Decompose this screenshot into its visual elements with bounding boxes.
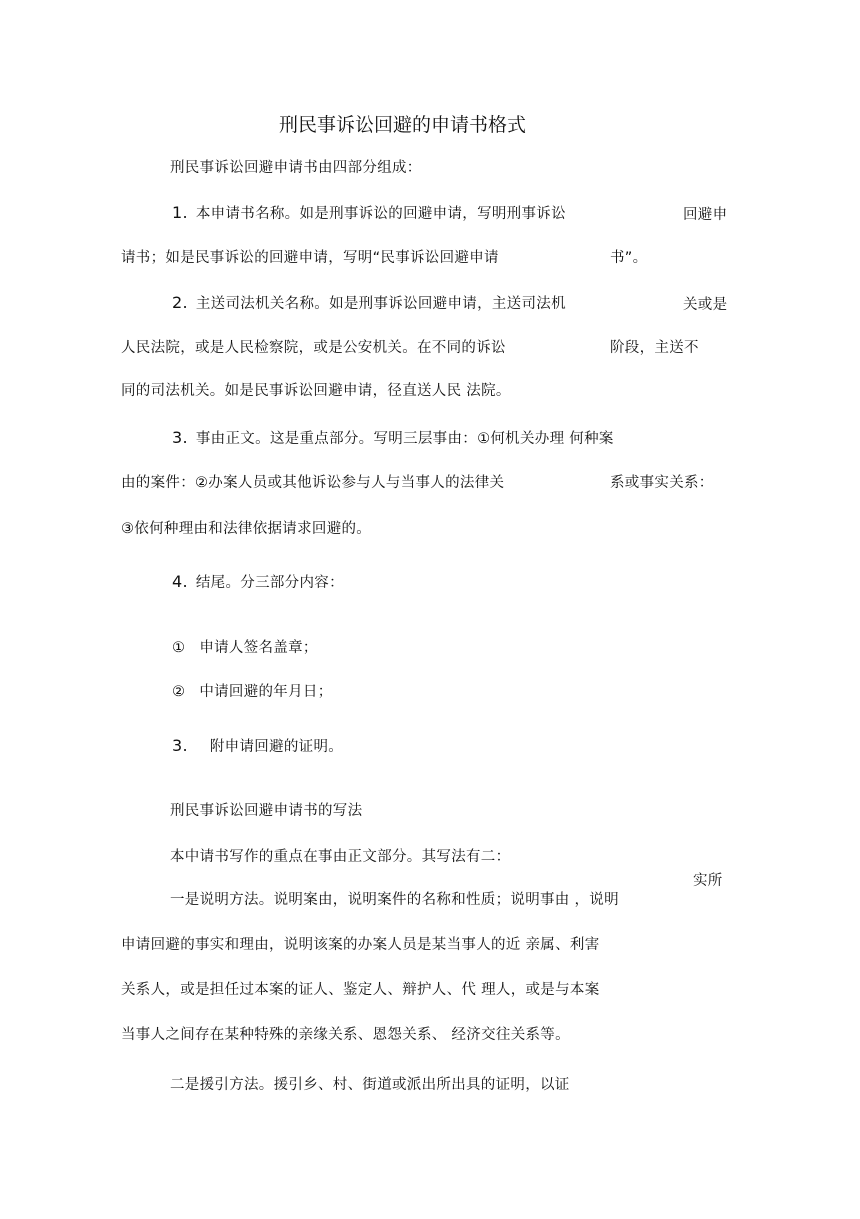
method1-line3: 关系人，或是担任过本案的证人、鉴定人、辩护人、代 理人，或是与本案 (121, 982, 600, 998)
item1-number: 1. (172, 203, 188, 222)
section2-heading: 刑民事诉讼回避申请书的写法 (170, 803, 363, 819)
ending-sub1-text: 申请人签名盖章； (199, 640, 318, 656)
ending-sub3-mark: 3. (172, 736, 188, 755)
item2-line1 (172, 293, 566, 314)
item4-line (172, 572, 344, 593)
item4-text: 结尾。分三部分内容： (195, 575, 344, 591)
ending-sub2-text: 中请回避的年月日； (199, 684, 333, 700)
item1-line1-tail: 回避申 (683, 207, 728, 223)
section2-intro: 本中请书写作的重点在事由正文部分。其写法有二： (170, 849, 511, 865)
item1-line1-text: 本申请书名称。如是刑事诉讼的回避申请，写明刑事诉讼 (195, 206, 566, 222)
item2-line2-tail: 阶段，主送不 (610, 340, 699, 356)
item3-line1-text: 事由正文。这是重点部分。写明三层事由：①何机关办理 何种案 (195, 431, 614, 447)
ending-sub3 (172, 736, 343, 757)
item1-line2-text: 请书；如是民事诉讼的回避申请，写明“民事诉讼回避申请 (121, 250, 499, 266)
document-title: 刑民事诉讼回避的申请书格式 (279, 114, 527, 136)
item3-line2-text: 由的案件：②办案人员或其他诉讼参与人与当事人的法律关 (121, 475, 505, 491)
item2-line3: 同的司法机关。如是民事诉讼回避申请，径直送人民 法院。 (121, 383, 511, 399)
ending-sub3-text: 附申请回避的证明。 (209, 739, 344, 755)
ending-sub1-mark: ① (172, 640, 186, 656)
item3-number: 3. (172, 428, 188, 447)
item3-line3: ③依何种理由和法律依据请求回避的。 (121, 521, 372, 537)
item3-line2-tail: 系或事实关系： (610, 475, 714, 491)
ending-sub1 (172, 638, 318, 658)
method2-line1: 二是援引方法。援引乡、村、街道或派出所出具的证明，以证 (170, 1077, 570, 1093)
item1-line1 (172, 203, 566, 224)
item3-line1 (172, 428, 614, 449)
method1-line4: 当事人之间存在某种特殊的亲缘关系、恩怨关系、 经济交往关系等。 (121, 1027, 570, 1043)
item2-number: 2. (172, 293, 188, 312)
intro-line: 刑民事诉讼回避申请书由四部分组成： (170, 160, 422, 176)
ending-sub2 (172, 682, 333, 702)
item2-line1-text: 主送司法机关名称。如是刑事诉讼回避申请，主送司法机 (195, 296, 566, 312)
ending-sub2-mark: ② (172, 684, 186, 700)
item4-number: 4. (172, 572, 188, 591)
method1-line2: 申请回避的事实和理由，说明该案的办案人员是某当事人的近 亲属、利害 (121, 937, 600, 953)
method1-line1: 一是说明方法。说明案由，说明案件的名称和性质；说明事由 ，说明 (170, 892, 619, 908)
method1-float-text: 实所 (693, 873, 723, 889)
item2-line1-tail: 关或是 (683, 297, 728, 313)
item2-line2-text: 人民法院，或是人民检察院，或是公安机关。在不同的诉讼 (121, 340, 506, 356)
item1-line2-tail: 书”。 (610, 250, 648, 266)
